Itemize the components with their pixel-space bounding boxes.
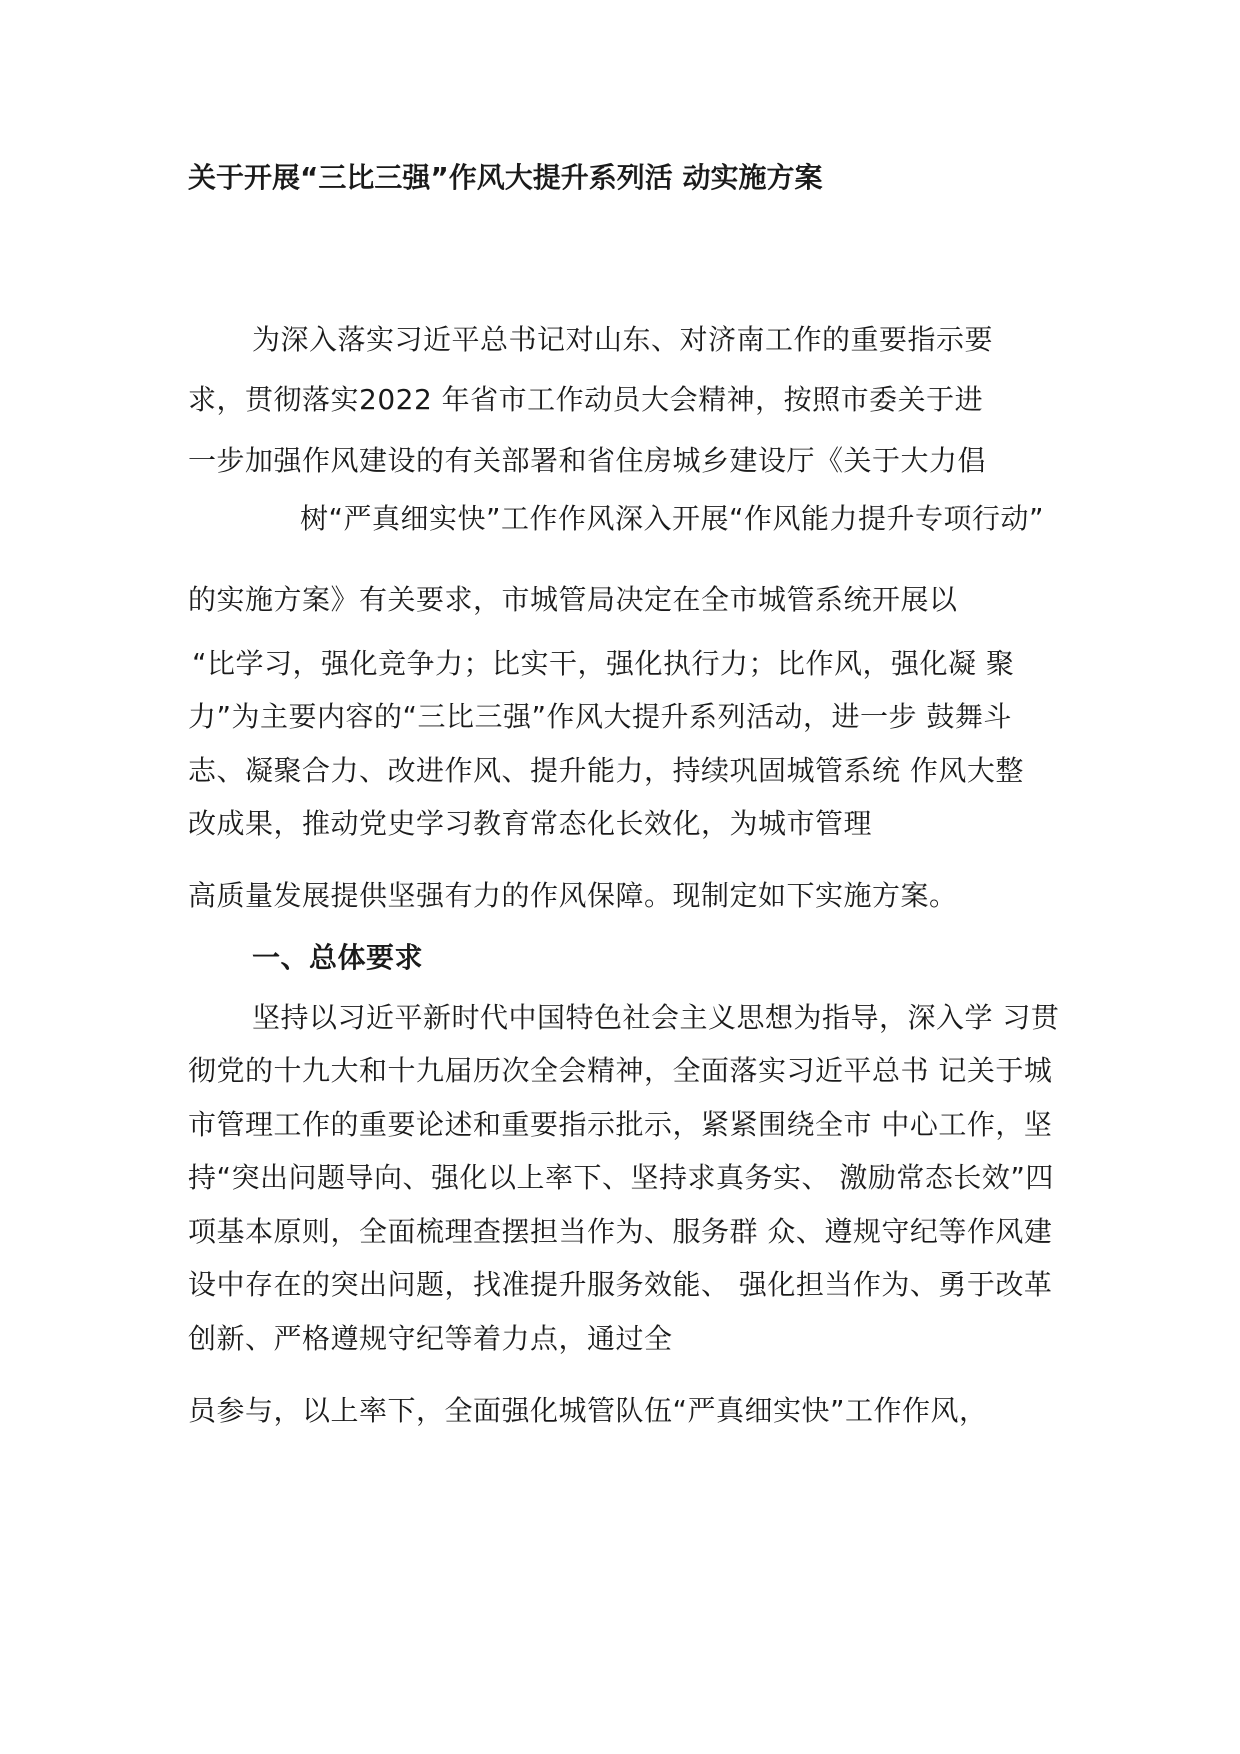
paragraph-line: 树“严真细实快”工作作风深入开展“作风能力提升专项行动” (300, 502, 1045, 535)
paragraph-line: 志、凝聚合力、改进作风、提升能力，持续巩固城管系统 作风大整 (188, 754, 1024, 787)
paragraph-line: 力”为主要内容的“三比三强”作风大提升系列活动，进一步 鼓舞斗 (188, 700, 1012, 733)
document-title: 关于开展“三比三强”作风大提升系列活 动实施方案 (188, 161, 823, 194)
paragraph-line: 一步加强作风建设的有关部署和省住房城乡建设厅《关于大力倡 (188, 444, 987, 477)
paragraph-line: 设中存在的突出问题，找准提升服务效能、 强化担当作为、勇于改革 (188, 1268, 1053, 1301)
paragraph-line: 坚持以习近平新时代中国特色社会主义思想为指导，深入学 习贯 (252, 1001, 1060, 1034)
paragraph-line: 改成果，推动党史学习教育常态化长效化，为城市管理 (188, 807, 873, 840)
paragraph-line: 彻党的十九大和十九届历次全会精神，全面落实习近平总书 记关于城 (188, 1054, 1053, 1087)
paragraph-line: 高质量发展提供坚强有力的作风保障。现制定如下实施方案。 (188, 879, 958, 912)
section-heading: 一、总体要求 (252, 941, 424, 974)
paragraph-line: 为深入落实习近平总书记对山东、对济南工作的重要指示要 (252, 323, 994, 356)
paragraph-line: 市管理工作的重要论述和重要指示批示，紧紧围绕全市 中心工作，坚 (188, 1108, 1053, 1141)
paragraph-line: “比学习，强化竞争力；比实干，强化执行力；比作风，强化凝 聚 (192, 647, 1015, 680)
paragraph-line: 的实施方案》有关要求，市城管局决定在全市城管系统开展以 (188, 583, 958, 616)
paragraph-line: 项基本原则，全面梳理查摆担当作为、服务群 众、遵规守纪等作风建 (188, 1215, 1053, 1248)
paragraph-line: 求，贯彻落实2022 年省市工作动员大会精神，按照市委关于进 (188, 383, 984, 416)
paragraph-line: 员参与，以上率下，全面强化城管队伍“严真细实快”工作作风， (188, 1394, 988, 1427)
paragraph-line: 持“突出问题导向、强化以上率下、坚持求真务实、 激励常态长效”四 (188, 1161, 1054, 1194)
paragraph-line: 创新、严格遵规守纪等着力点，通过全 (188, 1322, 673, 1355)
